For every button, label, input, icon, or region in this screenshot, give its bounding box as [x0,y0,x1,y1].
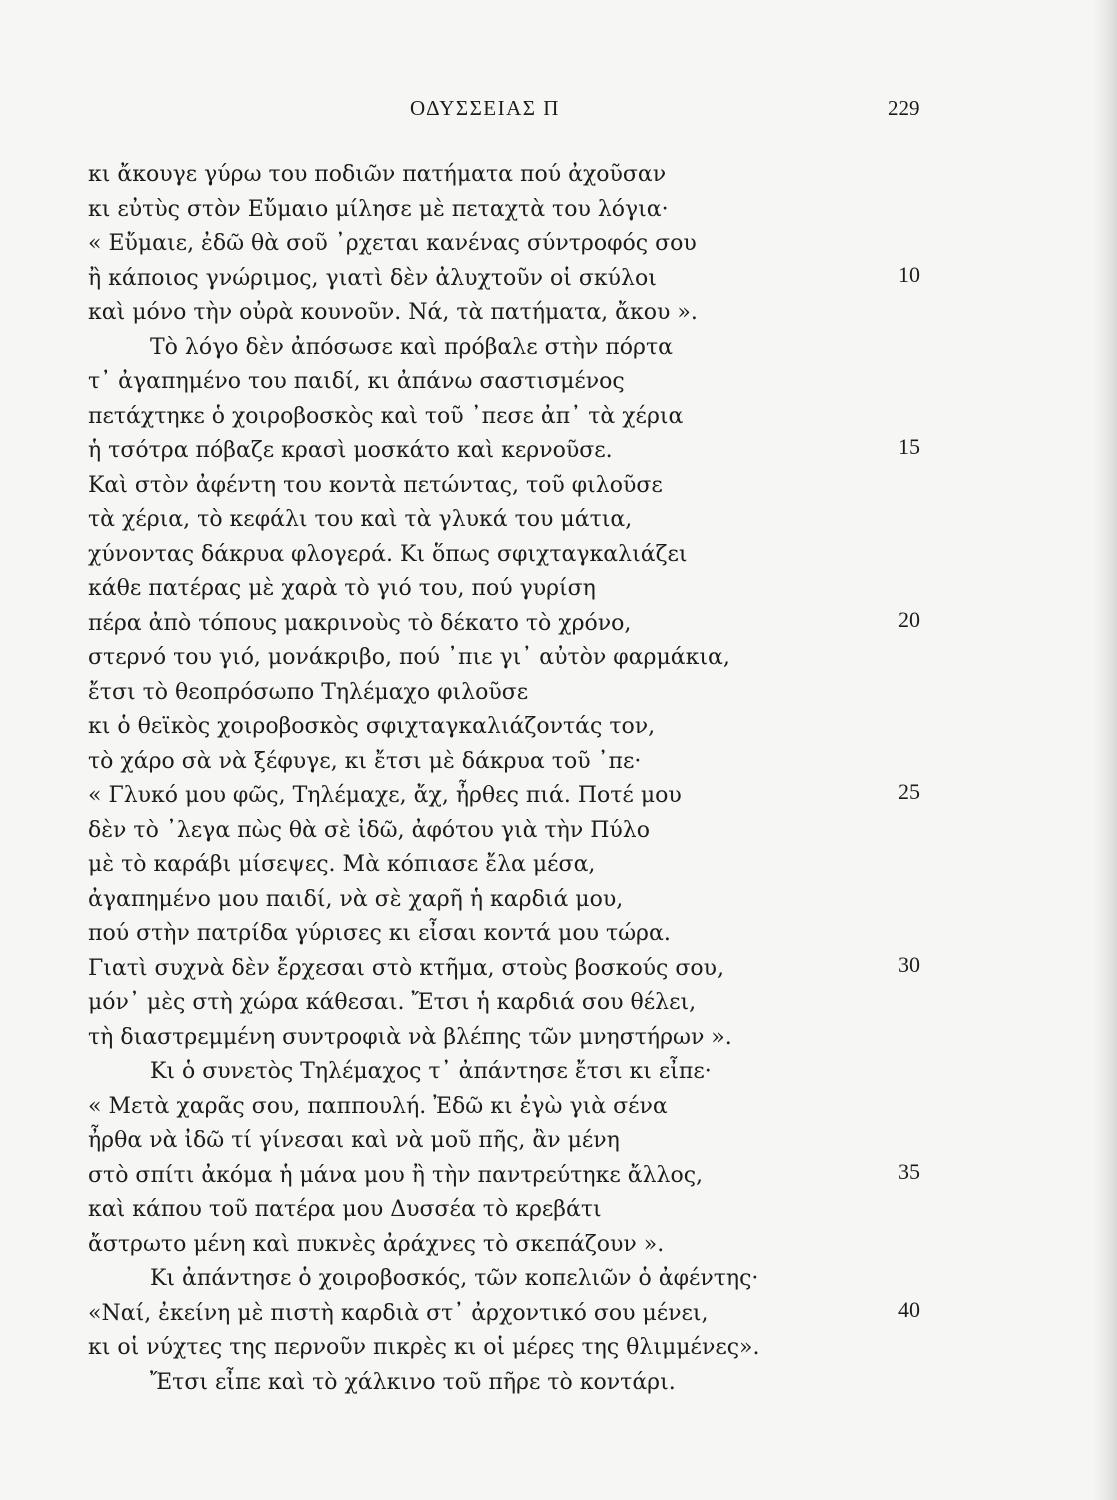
verse-text: « Γλυκό μου φῶς, Τηλέμαχε, ἄχ, ἦρθες πιά. Ποτέ μου [88,783,682,808]
line-number: 35 [898,1158,920,1184]
verse-text: καὶ μόνο τὴν οὐρὰ κουνοῦν. Νά, τὰ πατήματα, ἄκου ». [88,300,698,325]
verse-text: Καὶ στὸν ἀφέντη του κοντὰ πετώντας, τοῦ φιλοῦσε [88,472,663,498]
verse-line [0,883,1117,918]
verse-line [0,469,1117,504]
verse-text: ἔτσι τὸ θεοπρόσωπο Τηλέμαχο φιλοῦσε [88,679,529,705]
verse-line [0,1366,1117,1401]
verse-text: κάθε πατέρας μὲ χαρὰ τὸ γιό του, πού γυρίση [88,576,596,601]
verse-text: τὴ διαστρεμμένη συντροφιὰ νὰ βλέπης τῶν μνηστήρων ». [88,1024,732,1050]
verse-text: Γιατὶ συχνὰ δὲν ἔρχεσαι στὸ κτῆμα, στοὺς βοσκούς σου, [88,955,724,981]
verse-text: « Μετὰ χαρᾶς σου, παππουλή. Ἐδῶ κι ἐγὼ γιὰ σένα [88,1093,668,1119]
verse-text: μόν᾽ μὲς στὴ χώρα κάθεσαι. Ἔτσι ἡ καρδιά σου θέλει, [88,990,697,1015]
verse-text: « Εὔμαιε, ἐδῶ θὰ σοῦ ᾽ρχεται κανένας σύντροφός σου [88,231,697,256]
verse-line [0,1159,1117,1194]
verse-line [0,917,1117,952]
verse-text: ἀγαπημένο μου παιδί, νὰ σὲ χαρῆ ἡ καρδιά μου, [88,886,624,912]
verse-text: Κι ἀπάντησε ὁ χοιροβοσκός, τῶν κοπελιῶν ὁ ἀφέντης· [150,1266,759,1291]
page-header [0,96,1117,126]
verse-line [0,158,1117,193]
verse-text: κι οἱ νύχτες της περνοῦν πικρὲς κι οἱ μέρες της θλιμμένες». [88,1335,760,1360]
page-number: 229 [888,96,920,120]
verse-line [0,572,1117,607]
verse-text: κι ὁ θεϊκὸς χοιροβοσκὸς σφιχταγκαλιάζοντάς τον, [88,714,656,739]
verse-text: πού στὴν πατρίδα γύρισες κι εἶσαι κοντά μου τώρα. [88,921,671,946]
verse-text: στὸ σπίτι ἀκόμα ἡ μάνα μου ἢ τὴν παντρεύτηκε ἄλλος, [88,1162,704,1188]
verse-text: ἡ τσότρα πόβαζε κρασὶ μοσκάτο καὶ κερνοῦσε. [88,438,613,463]
verse-line [0,503,1117,538]
verse-text: «Ναί, ἐκείνη μὲ πιστὴ καρδιὰ στ᾽ ἀρχοντικό σου μένει, [88,1300,709,1326]
line-number: 15 [898,434,920,459]
verse-line [0,745,1117,780]
verse-text: τὸ χάρο σὰ νὰ ξέφυγε, κι ἔτσι μὲ δάκρυα τοῦ ᾽πε· [88,748,642,774]
verse-line [0,1228,1117,1263]
verse-text: ἢ κάποιος γνώριμος, γιατὶ δὲν ἀλυχτοῦν οἱ σκύλοι [88,265,657,291]
verse-text: ἄστρωτο μένη καὶ πυκνὲς ἀράχνες τὸ σκεπάζουν ». [88,1231,665,1257]
verse-line [0,710,1117,745]
verse-line [0,986,1117,1021]
line-number: 10 [898,261,920,287]
verse-text: δὲν τὸ ᾽λεγα πὼς θὰ σὲ ἰδῶ, ἀφότου γιὰ τὴν Πύλο [88,817,650,843]
verse-line [0,262,1117,297]
verse-line [0,1055,1117,1090]
line-number: 20 [898,606,920,632]
verse-text: στερνό του γιό, μονάκριβο, πού ᾽πιε γι᾽ αὐτὸν φαρμάκια, [88,645,730,670]
verse-line [0,1331,1117,1366]
verse-line [0,193,1117,228]
verse-line [0,1297,1117,1332]
verse-line [0,814,1117,849]
verse-text: καὶ κάπου τοῦ πατέρα μου Δυσσέα τὸ κρεβάτι [88,1197,602,1222]
line-number: 30 [898,951,920,977]
verse-text: πετάχτηκε ὁ χοιροβοσκὸς καὶ τοῦ ᾽πεσε ἀπ᾽ τὰ χέρια [88,403,684,429]
verse-text: τὰ χέρια, τὸ κεφάλι του καὶ τὰ γλυκά του μάτια, [88,507,633,532]
verse-line [0,538,1117,573]
verse-line [0,1124,1117,1159]
verse-text: ἦρθα νὰ ἰδῶ τί γίνεσαι καὶ νὰ μοῦ πῆς, ἂν μένη [88,1128,620,1153]
verse-text: Κι ὁ συνετὸς Τηλέμαχος τ᾽ ἀπάντησε ἔτσι κι εἶπε· [150,1059,712,1084]
line-number: 25 [898,779,920,804]
running-title: ΟΔΥΣΣΕΙΑΣ Π [410,96,560,120]
verse-text: μὲ τὸ καράβι μίσεψες. Μὰ κόπιασε ἔλα μέσα, [88,852,596,877]
verse-text: Τὸ λόγο δὲν ἀπόσωσε καὶ πρόβαλε στὴν πόρτα [150,334,674,360]
verse-line [0,952,1117,987]
poem-body [0,158,1117,1400]
verse-line [0,1262,1117,1297]
verse-line [0,779,1117,814]
verse-line [0,1021,1117,1056]
verse-text: κι εὐτὺς στὸν Εὔμαιο μίλησε μὲ πεταχτὰ του λόγια· [88,196,669,222]
verse-text: πέρα ἀπὸ τόπους μακρινοὺς τὸ δέκατο τὸ χρόνο, [88,610,632,636]
verse-line [0,434,1117,469]
verse-text: κι ἄκουγε γύρω του ποδιῶν πατήματα πού ἀχοῦσαν [88,162,667,187]
verse-text: χύνοντας δάκρυα φλογερά. Κι ὅπως σφιχταγκαλιάζει [88,541,688,567]
verse-line [0,331,1117,366]
verse-line [0,607,1117,642]
verse-line [0,365,1117,400]
line-number: 40 [898,1296,920,1322]
verse-line [0,676,1117,711]
verse-line [0,400,1117,435]
verse-line [0,227,1117,262]
verse-line [0,1090,1117,1125]
verse-line [0,641,1117,676]
verse-line [0,1193,1117,1228]
verse-text: τ᾽ ἀγαπημένο του παιδί, κι ἀπάνω σαστισμένος [88,369,625,394]
verse-text: Ἔτσι εἶπε καὶ τὸ χάλκινο τοῦ πῆρε τὸ κοντάρι. [150,1369,676,1395]
verse-line [0,296,1117,331]
verse-line [0,848,1117,883]
